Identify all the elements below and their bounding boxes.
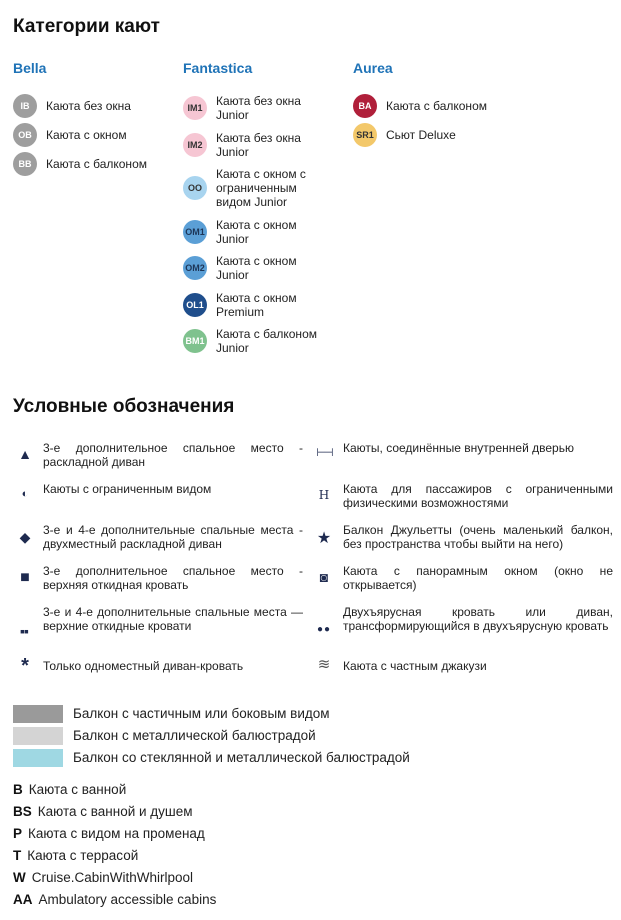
code-abbr: T xyxy=(13,848,22,863)
category-label: Каюта с балконом Junior xyxy=(216,327,317,355)
code-item xyxy=(13,847,138,865)
category-OL1 xyxy=(183,291,297,319)
column-fantastica xyxy=(183,58,353,358)
category-badge: OB xyxy=(13,123,37,147)
legend-text: Двухъярусная кровать или диван, трансформирующийся в двухъярусную кровать xyxy=(343,605,613,633)
legend-text: Балкон Джульетты (очень маленький балкон, без пространства чтобы выйти на него) xyxy=(343,523,613,551)
code-label: Каюта с видом на променад xyxy=(28,826,205,841)
legend-text: 3-е дополнительное спальное место - раскладной диван xyxy=(43,441,303,469)
code-item xyxy=(13,803,193,821)
category-SR1 xyxy=(353,123,456,147)
category-badge: IM2 xyxy=(183,133,207,157)
balcony-label: Балкон с металлической балюстрадой xyxy=(73,728,316,743)
balcony-label: Балкон с частичным или боковым видом xyxy=(73,706,330,721)
category-label: Каюта с балконом xyxy=(46,157,147,171)
code-item xyxy=(13,869,193,887)
code-abbr: W xyxy=(13,870,26,885)
category-label: Каюта без окна xyxy=(46,99,131,113)
category-IB xyxy=(13,94,131,118)
column-bella xyxy=(13,58,173,188)
code-label: Ambulatory accessible cabins xyxy=(38,892,217,907)
category-IM2 xyxy=(183,131,301,159)
code-item xyxy=(13,781,126,799)
category-BB xyxy=(13,152,147,176)
category-IM1 xyxy=(183,94,301,122)
category-label: Каюта с окном Junior xyxy=(216,218,297,246)
column-title: Aurea xyxy=(353,60,393,76)
connecting-door-icon: ⊢⊣ xyxy=(316,447,332,459)
legend-text: Каюты с ограниченным видом xyxy=(43,482,212,496)
category-BM1 xyxy=(183,327,317,355)
accessible-h-icon: H xyxy=(318,488,330,502)
balcony-swatch xyxy=(13,727,63,745)
category-label: Каюта с балконом xyxy=(386,99,487,113)
legend-text: Только одноместный диван-кровать xyxy=(43,659,244,673)
legend-text: 3-е и 4-е дополнительные спальные места — верхние откидные кровати xyxy=(43,605,303,633)
legend-text: Каюта с панорамным окном (окно не открывается) xyxy=(343,564,613,592)
category-badge: SR1 xyxy=(353,123,377,147)
whirlpool-icon: ≋ xyxy=(317,656,331,673)
code-abbr: P xyxy=(13,826,23,841)
balcony-label: Балкон со стеклянной и металлической балюстрадой xyxy=(73,750,410,765)
category-label: Каюта с окном xyxy=(46,128,127,142)
category-OM1 xyxy=(183,218,297,246)
category-badge: OM2 xyxy=(183,256,207,280)
category-label: Каюта с окном Premium xyxy=(216,291,297,319)
asterisk-icon: * xyxy=(21,655,29,677)
column-aurea xyxy=(353,58,553,158)
category-badge: OM1 xyxy=(183,220,207,244)
balcony-swatch xyxy=(13,705,63,723)
triangle-icon: ▲ xyxy=(18,446,32,462)
category-OB xyxy=(13,123,127,147)
legend-text: 3-е и 4-е дополнительные спальные места - двухместный раскладной диван xyxy=(43,523,303,551)
category-badge: OO xyxy=(183,176,207,200)
code-abbr: AA xyxy=(13,892,33,907)
legend-text: 3-е дополнительное спальное место - верхняя откидная кровать xyxy=(43,564,303,592)
code-item xyxy=(13,825,205,843)
legend-title: Условные обозначения xyxy=(13,396,235,417)
code-item xyxy=(13,891,216,909)
code-label: Каюта с ванной xyxy=(28,782,127,797)
two-dots-icon: ●● xyxy=(316,624,332,635)
category-badge: IM1 xyxy=(183,96,207,120)
category-badge: IB xyxy=(13,94,37,118)
panoramic-window-icon: ◙ xyxy=(319,569,329,585)
star-icon: ★ xyxy=(316,530,332,547)
category-badge: BA xyxy=(353,94,377,118)
column-title: Fantastica xyxy=(183,60,253,76)
category-label: Каюта без окна Junior xyxy=(216,131,301,159)
two-squares-icon: ▪▪ xyxy=(20,623,28,639)
half-circle-icon: ◐ xyxy=(21,488,29,500)
legend-text: Каюта с частным джакузи xyxy=(343,659,487,673)
category-label: Каюта без окна Junior xyxy=(216,94,301,122)
category-BA xyxy=(353,94,487,118)
category-badge: BM1 xyxy=(183,329,207,353)
diamond-icon: ◆ xyxy=(19,529,31,545)
balcony-swatch xyxy=(13,749,63,767)
code-label: Каюта с террасой xyxy=(27,848,139,863)
category-badge: OL1 xyxy=(183,293,207,317)
code-label: Cruise.CabinWithWhirlpool xyxy=(31,870,194,885)
code-abbr: B xyxy=(13,782,23,797)
category-OM2 xyxy=(183,254,297,282)
category-label: Сьют Deluxe xyxy=(386,128,456,142)
legend-text: Каюта для пассажиров с ограниченными физическими возможностями xyxy=(343,482,613,510)
code-label: Каюта с ванной и душем xyxy=(37,804,193,819)
square-icon: ■ xyxy=(20,569,30,586)
legend-text: Каюты, соединённые внутренней дверью xyxy=(343,441,574,455)
category-OO xyxy=(183,167,306,209)
category-label: Каюта с окном Junior xyxy=(216,254,297,282)
code-abbr: BS xyxy=(13,804,32,819)
column-title: Bella xyxy=(13,60,47,76)
categories-title: Категории кают xyxy=(13,16,160,37)
category-label: Каюта с окном с ограниченным видом Junior xyxy=(216,167,306,209)
category-badge: BB xyxy=(13,152,37,176)
